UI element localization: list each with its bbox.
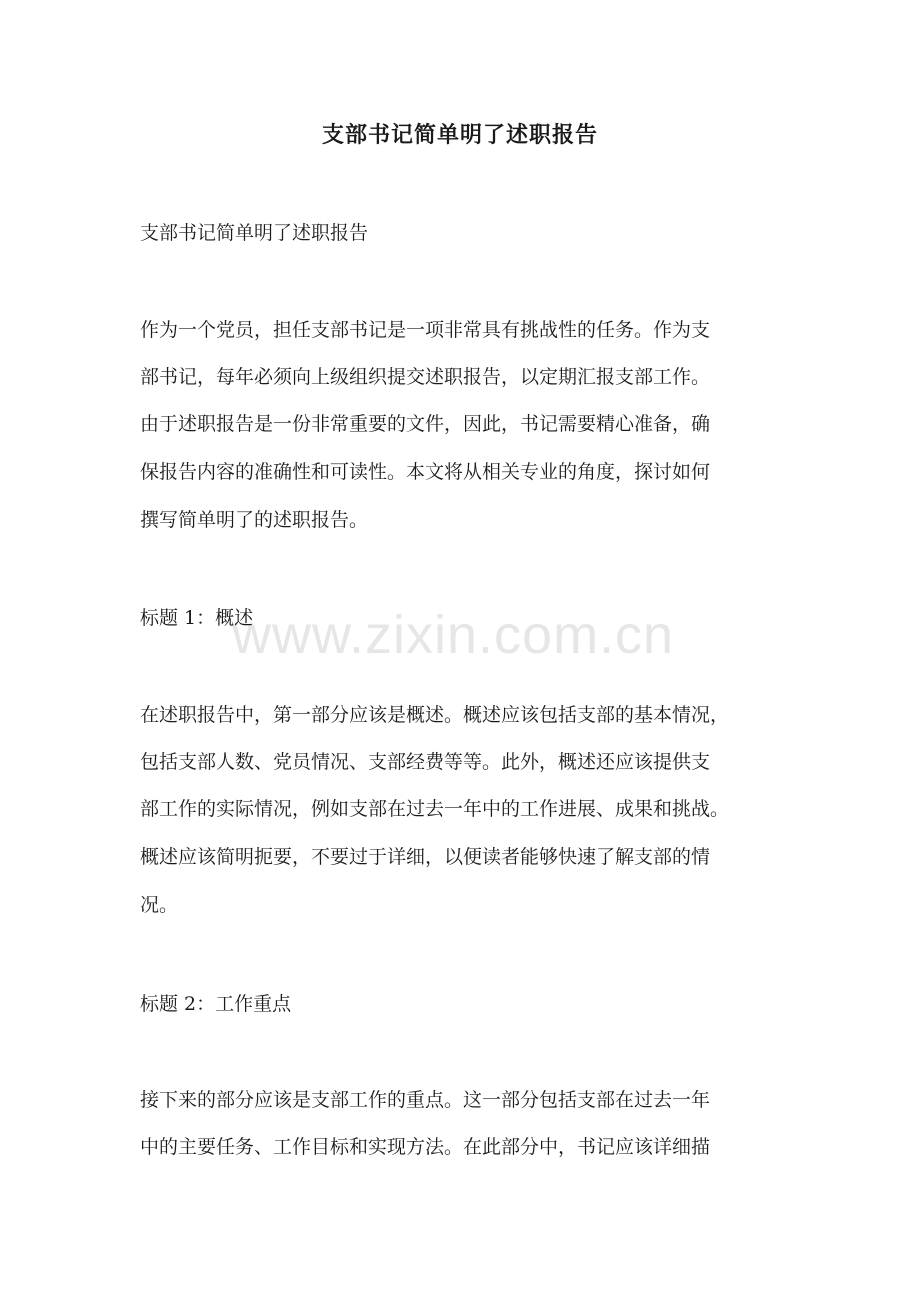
section-heading-1: 标题 1：概述	[140, 607, 254, 629]
section1-line: 在述职报告中，第一部分应该是概述。概述应该包括支部的基本情况，	[140, 704, 730, 726]
section-heading-2: 标题 2：工作重点	[140, 993, 292, 1015]
section1-line: 况。	[140, 894, 179, 916]
intro-line: 撰写简单明了的述职报告。	[140, 509, 369, 531]
intro-line: 由于述职报告是一份非常重要的文件，因此，书记需要精心准备，确	[140, 413, 711, 435]
document-subtitle: 支部书记简单明了述职报告	[140, 222, 369, 244]
intro-line: 部书记，每年必须向上级组织提交述职报告，以定期汇报支部工作。	[140, 366, 711, 388]
watermark: www.zixin.com.cn	[232, 605, 675, 665]
section2-line: 中的主要任务、工作目标和实现方法。在此部分中，书记应该详细描	[140, 1136, 711, 1158]
section2-line: 接下来的部分应该是支部工作的重点。这一部分包括支部在过去一年	[140, 1089, 711, 1111]
document-title: 支部书记简单明了述职报告	[321, 122, 598, 148]
section1-line: 概述应该简明扼要，不要过于详细，以便读者能够快速了解支部的情	[140, 846, 711, 868]
section1-line: 部工作的实际情况，例如支部在过去一年中的工作进展、成果和挑战。	[140, 798, 730, 820]
intro-line: 作为一个党员，担任支部书记是一项非常具有挑战性的任务。作为支	[140, 319, 711, 341]
section1-line: 包括支部人数、党员情况、支部经费等等。此外，概述还应该提供支	[140, 751, 711, 773]
intro-line: 保报告内容的准确性和可读性。本文将从相关专业的角度，探讨如何	[140, 461, 711, 483]
